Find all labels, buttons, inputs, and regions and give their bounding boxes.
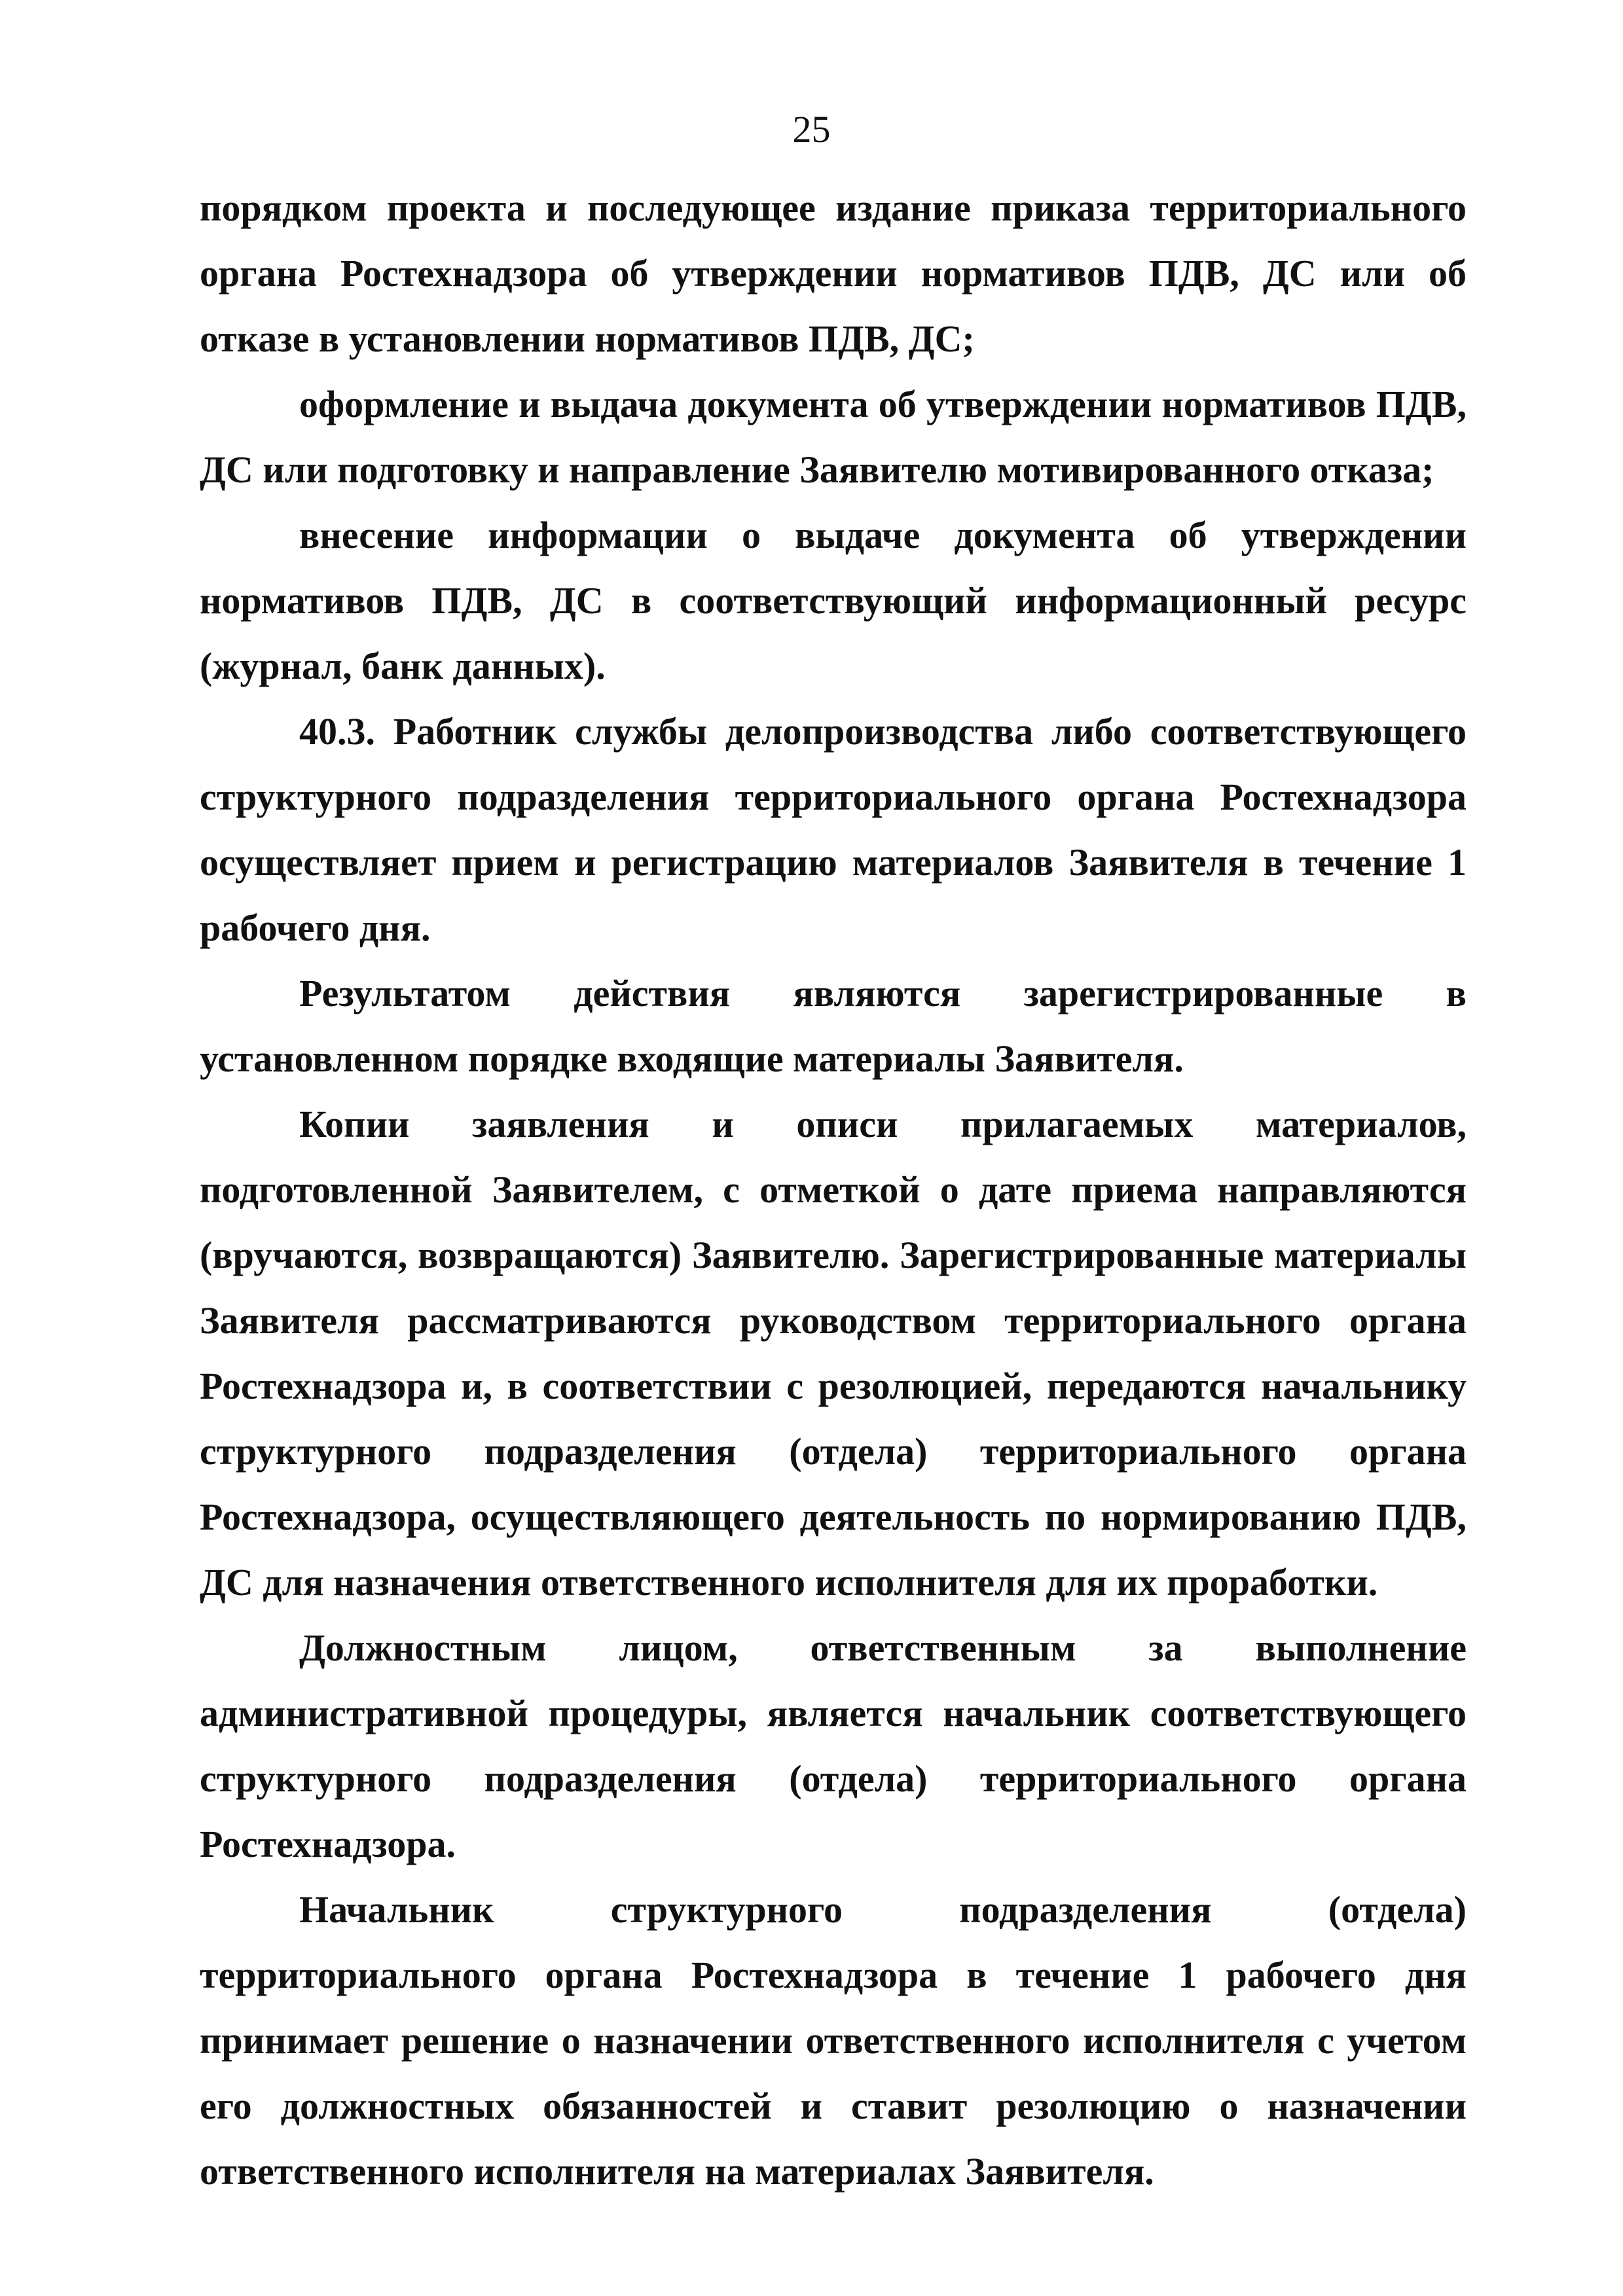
paragraph-information-entry: внесение информации о выдаче документа об утверждении нормативов ПДВ, ДС в соответствующий информационный ресурс (журнал, банк данных). xyxy=(200,514,1467,687)
document-body xyxy=(200,175,1467,2204)
paragraph-result: Результатом действия являются зарегистрированные в установленном порядке входящие материалы Заявителя. xyxy=(200,972,1467,1080)
paragraph-department-head: Начальник структурного подразделения (отдела) территориального органа Ростехнадзора в течение 1 рабочего дня принимает решение о назначении ответственного исполнителя с учетом его должностных обязанностей и ставит резолюцию о назначении ответственного исполнителя на материалах Заявителя. xyxy=(200,1888,1467,2193)
paragraph-40-3: 40.3. Работник службы делопроизводства либо соответствующего структурного подразделения территориального органа Ростехнадзора осуществляет прием и регистрацию материалов Заявителя в течение 1 рабочего дня. xyxy=(200,710,1467,949)
page-number: 25 xyxy=(792,108,831,151)
paragraph-continuation: порядком проекта и последующее издание приказа территориального органа Ростехнадзора об утверждении нормативов ПДВ, ДС или об отказе в установлении нормативов ПДВ, ДС; xyxy=(200,187,1467,360)
paragraph-document-issuance: оформление и выдача документа об утверждении нормативов ПДВ, ДС или подготовку и направление Заявителю мотивированного отказа; xyxy=(200,383,1467,491)
paragraph-copies: Копии заявления и описи прилагаемых материалов, подготовленной Заявителем, с отметкой о дате приема направляются (вручаются, возвращаются) Заявителю. Зарегистрированные материалы Заявителя рассматриваются руководством территориального органа Ростехнадзора и, в соответствии с резолюцией, передаются начальнику структурного подразделения (отдела) территориального органа Ростехнадзора, осуществляющего деятельность по нормированию ПДВ, ДС для назначения ответственного исполнителя для их проработки. xyxy=(200,1103,1467,1604)
paragraph-responsible-official: Должностным лицом, ответственным за выполнение административной процедуры, является начальник соответствующего структурного подразделения (отдела) территориального органа Ростехнадзора. xyxy=(200,1626,1467,1865)
